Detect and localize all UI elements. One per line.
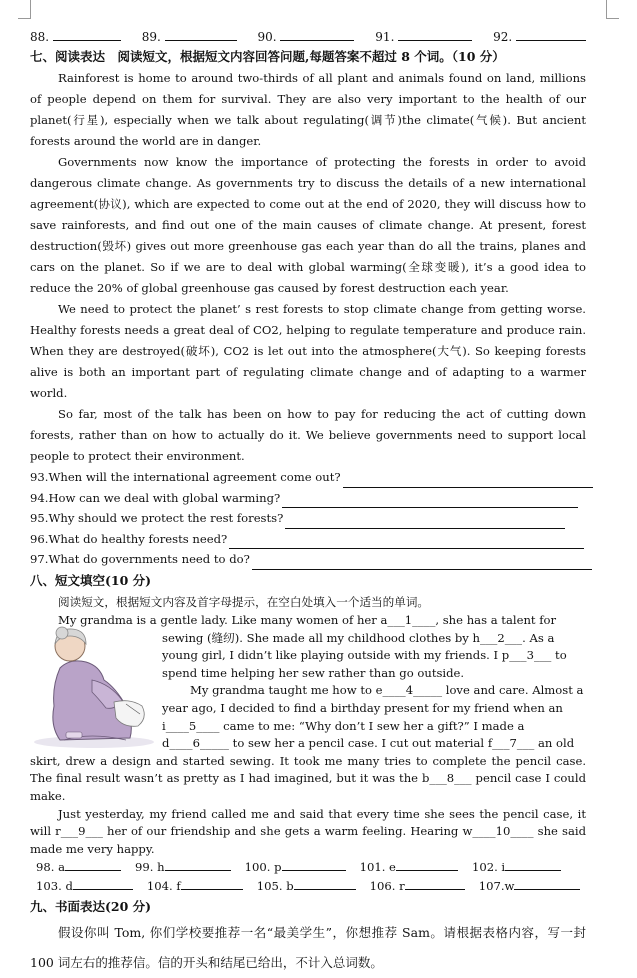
answer-100[interactable]: 100. p	[245, 858, 346, 877]
exam-content	[30, 28, 586, 978]
section7-title: 七、阅读表达 阅读短文，根据短文内容回答问题,每题答案不超过 8 个词。（10 分）	[30, 49, 505, 64]
answer-88[interactable]: 88.	[30, 28, 121, 46]
answer-98[interactable]: 98. a	[36, 858, 121, 877]
answer-107[interactable]: 107.w	[479, 877, 581, 896]
crop-mark-right	[606, 0, 619, 19]
passage-line-5: My grandma taught me how to e____4_____ love and care. Almost a	[190, 683, 584, 698]
section7-paragraph-4: So far, most of the talk has been on how to pay for reducing the act of cutting down forests, rather than on how to actually do it. We believe governments need to support local people to protect their environment.	[30, 407, 586, 463]
answer-105[interactable]: 105. b	[257, 877, 356, 896]
passage-line-4: spend time helping her sew rather than go outside.	[162, 665, 465, 680]
answer-106[interactable]: 106. r	[370, 877, 465, 896]
question-97: 97.What do governments need to do?	[30, 549, 586, 570]
passage-line-7: i____5____ came to me: “Why don’t I sew her a gift?” I made a	[162, 718, 525, 733]
section9-title: 九、书面表达(20 分)	[30, 899, 152, 915]
answer-92[interactable]: 92.	[493, 28, 586, 46]
answer-103[interactable]: 103. d	[36, 877, 133, 896]
passage-line-6: year ago, I decided to find a birthday present for my friend when an	[162, 700, 563, 715]
crop-mark-left	[18, 0, 31, 19]
answer-91[interactable]: 91.	[375, 28, 472, 46]
question-93: 93.When will the international agreement come out?	[30, 467, 586, 488]
answer-90[interactable]: 90.	[258, 28, 355, 46]
passage-last: Just yesterday, my friend called me and said that every time she sees the pencil case, it will r___9___ her of our friendship and she gets a warm feeling. Hearing w____10____ she said made me very happy.	[30, 806, 586, 856]
answer-104[interactable]: 104. f	[147, 877, 243, 896]
question-96: 96.What do healthy forests need?	[30, 529, 586, 550]
passage-line-3: young girl, I didn’t like playing outside with my friends. I p___3___ to	[162, 648, 567, 663]
passage-line-1: My grandma is a gentle lady. Like many women of her a___1____, she has a talent for	[58, 612, 557, 627]
answer-line-96[interactable]	[229, 534, 584, 549]
answer-101[interactable]: 101. e	[360, 858, 458, 877]
section7-paragraph-1: Rainforest is home to around two-thirds of all plant and animals found on land, millions of people depend on them for survival. They are also very important to the health of our planet(行星), especially when we talk about regulating(调节)the climate(气候). But ancient forests around the world are in danger.	[30, 71, 586, 148]
answer-row-88-92	[30, 28, 586, 46]
section8-passage	[30, 612, 586, 858]
section8-title: 八、短文填空(10 分)	[30, 572, 152, 588]
section9-prompt: 假设你叫 Tom, 你们学校要推荐一名“最美学生”，你想推荐 Sam。请根据表格内容，写一封 100 词左右的推荐信。信的开头和结尾已给出，不计入总词数。	[30, 925, 586, 971]
answer-row-103-107	[30, 877, 586, 896]
answer-102[interactable]: 102. i	[472, 858, 561, 877]
passage-line-8: d____6_____ to sew her a pencil case. I cut out material f___7___ an old	[162, 736, 575, 751]
section7-paragraph-3: We need to protect the planet’ s rest forests to stop climate change from getting worse. Healthy forests needs a great deal of CO2, helping to regulate temperature and produce rain. When they are destroyed(破坏), CO2 is let out into the atmosphere(大气). So keeping forests alive is both an important part of regulating climate change and of adapting to a warmer world.	[30, 302, 586, 400]
passage-rest: skirt, drew a design and started sewing. It took me many tries to complete the pencil case. The final result wasn’t as pretty as I had imagined, but it was the b___8___ pencil case I could make.	[30, 753, 586, 803]
answer-99[interactable]: 99. h	[135, 858, 231, 877]
section8-instruction: 阅读短文，根据短文内容及首字母提示，在空白处填入一个适当的单词。	[58, 594, 430, 609]
answer-line-97[interactable]	[252, 555, 592, 570]
answer-line-95[interactable]	[285, 514, 565, 529]
question-94: 94.How can we deal with global warming?	[30, 488, 586, 509]
answer-89[interactable]: 89.	[142, 28, 237, 46]
section7-paragraph-2: Governments now know the importance of protecting the forests in order to avoid dangerous climate change. As governments try to discuss the details of a new international agreement(协议), which are expected to come out at the end of 2020, they will discuss how to save rainforests, and find out one of the main causes of climate change. At present, forest destruction(毁坏) gives out more greenhouse gas each year than do all the trains, planes and cars on the planet. So if we are to deal with global warming(全球变暖), it’s a good idea to reduce the 20% of global greenhouse gas caused by forest destruction each year.	[30, 155, 586, 295]
grandma-sewing-illustration	[30, 614, 158, 750]
answer-line-94[interactable]	[282, 493, 578, 508]
answer-row-98-102	[30, 858, 586, 877]
passage-line-2: sewing (缝纫). She made all my childhood clothes by h___2___. As a	[162, 630, 555, 645]
question-95: 95.Why should we protect the rest forests?	[30, 508, 586, 529]
answer-line-93[interactable]	[343, 473, 593, 488]
